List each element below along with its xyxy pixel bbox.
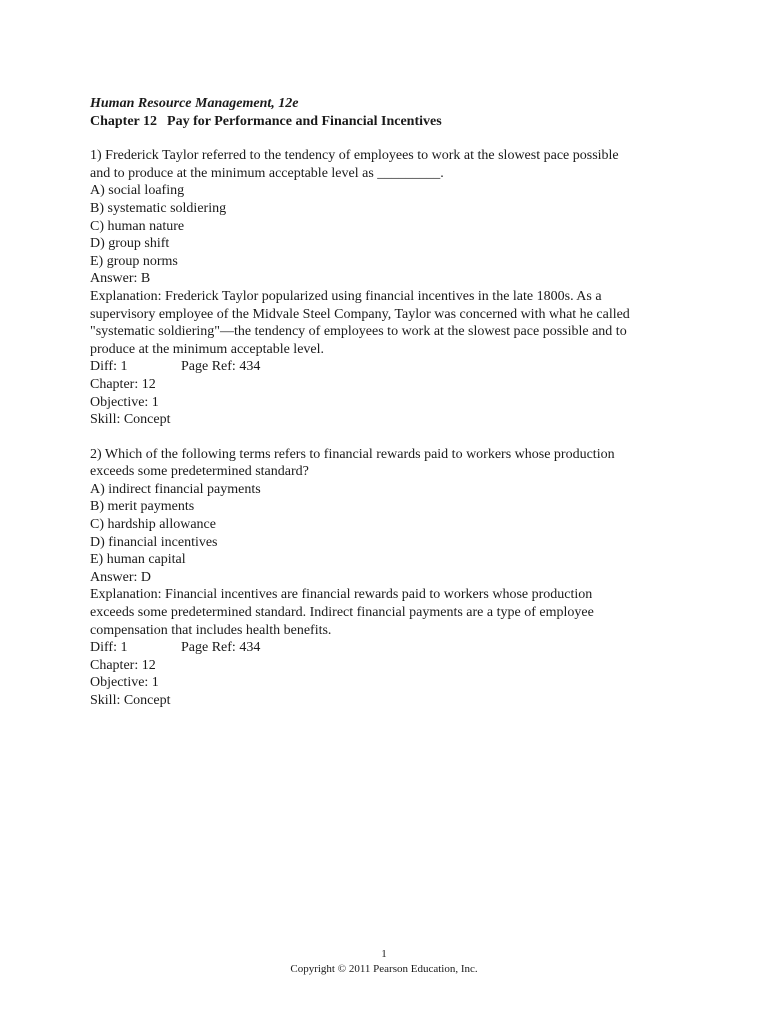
explanation-line: supervisory employee of the Midvale Steel Company, Taylor was concerned with what he called [90, 306, 630, 322]
answer-option: C) hardship allowance [90, 517, 216, 533]
answer-option: A) social loafing [90, 183, 185, 199]
answer-option: C) human nature [90, 218, 185, 234]
explanation-line: exceeds some predetermined standard. Indirect financial payments are a type of employee [90, 605, 594, 621]
skill-meta: Skill: Concept [90, 412, 171, 428]
answer-key: Answer: D [90, 569, 152, 585]
question-stem-line: and to produce at the minimum acceptable level as _________. [90, 165, 444, 181]
document-page [90, 95, 690, 710]
chapter-name: Pay for Performance and Financial Incentives [167, 113, 442, 129]
chapter-meta: Chapter: 12 [90, 376, 156, 392]
objective-meta: Objective: 1 [90, 675, 159, 691]
objective-meta: Objective: 1 [90, 394, 159, 410]
question-2 [90, 446, 690, 710]
explanation-line: Explanation: Financial incentives are financial rewards paid to workers whose production [90, 587, 593, 603]
answer-option: E) group norms [90, 253, 178, 269]
difficulty: Diff: 1 [90, 359, 128, 375]
question-1 [90, 147, 690, 429]
page-reference: Page Ref: 434 [181, 640, 261, 656]
answer-option: D) group shift [90, 236, 170, 252]
answer-option: E) human capital [90, 552, 186, 568]
chapter-number: Chapter 12 [90, 113, 158, 129]
answer-option: B) merit payments [90, 499, 195, 515]
answer-option: D) financial incentives [90, 534, 218, 550]
chapter-meta: Chapter: 12 [90, 657, 156, 673]
difficulty: Diff: 1 [90, 640, 128, 656]
answer-option: A) indirect financial payments [90, 481, 261, 497]
skill-meta: Skill: Concept [90, 693, 171, 708]
book-title: Human Resource Management, 12e [90, 96, 299, 111]
answer-option: B) systematic soldiering [90, 200, 227, 216]
page-number: 1 [381, 948, 387, 960]
question-stem-line: 2) Which of the following terms refers to financial rewards paid to workers whose production [90, 446, 615, 462]
chapter-title [90, 113, 690, 131]
explanation-line: "systematic soldiering"—the tendency of employees to work at the slowest pace possible and to [90, 324, 627, 340]
explanation-line: Explanation: Frederick Taylor popularized using financial incentives in the late 1800s. As a [90, 288, 602, 304]
explanation-line: compensation that includes health benefits. [90, 622, 332, 638]
question-stem-line: 1) Frederick Taylor referred to the tendency of employees to work at the slowest pace possible [90, 148, 619, 164]
page-reference: Page Ref: 434 [181, 359, 261, 375]
diff-row [90, 358, 690, 376]
answer-key: Answer: B [90, 271, 151, 287]
copyright-notice: Copyright © 2011 Pearson Education, Inc. [290, 963, 478, 975]
diff-row [90, 639, 690, 657]
explanation-line: produce at the minimum acceptable level. [90, 341, 325, 357]
question-stem-line: exceeds some predetermined standard? [90, 464, 309, 480]
